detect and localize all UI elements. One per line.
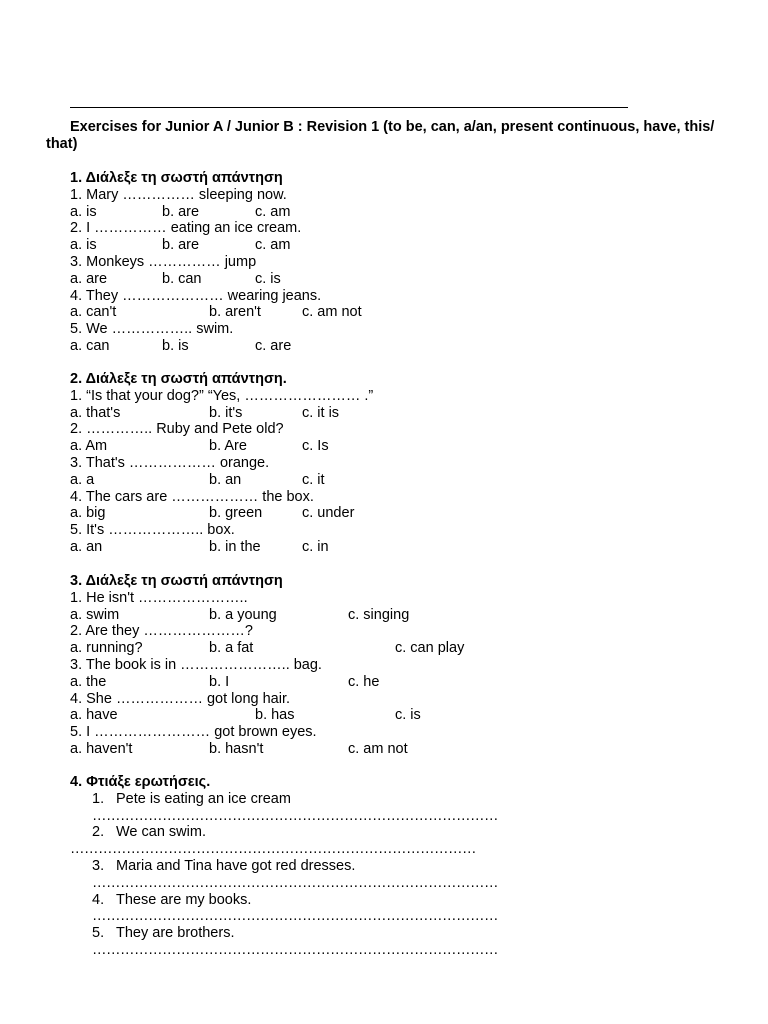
- option-a: a. is: [70, 237, 97, 254]
- option-a: a. running?: [70, 640, 143, 657]
- answer-options: [70, 640, 750, 657]
- option-b: b. are: [162, 237, 200, 254]
- question-text: 3. That's ……………… orange.: [70, 454, 270, 471]
- answer-options: [70, 741, 750, 758]
- section-2: [70, 371, 750, 556]
- option-a: a. that's: [70, 404, 121, 421]
- answer-options: [70, 338, 750, 355]
- option-c: c. he: [348, 673, 380, 690]
- question-text: 2. ………….. Ruby and Pete old?: [70, 421, 284, 438]
- option-b: b. has: [255, 707, 295, 724]
- answer-options: [70, 674, 750, 691]
- option-c: c. Is: [302, 438, 329, 455]
- question-text: 1. “Is that your dog?” “Yes, …………………… .”: [70, 387, 374, 404]
- question-text: 4. She ……………… got long hair.: [70, 690, 291, 707]
- item-text: They are brothers.: [116, 925, 235, 942]
- option-b: b. can: [162, 270, 202, 287]
- answer-line[interactable]: [70, 908, 750, 925]
- list-item: [70, 791, 750, 808]
- option-a: a. can't: [70, 304, 117, 321]
- answer-options: [70, 707, 750, 724]
- option-b: b. a young: [209, 606, 277, 623]
- option-a: a. Am: [70, 438, 108, 455]
- answer-dots: ……………………………………………………………………………: [92, 874, 498, 891]
- section-3: [70, 573, 750, 758]
- question-text: 2. Are they …………………?: [70, 623, 253, 640]
- item-text: We can swim.: [116, 824, 206, 841]
- question-text: 1. He isn't …………………..: [70, 589, 248, 606]
- answer-options: [70, 472, 750, 489]
- page-title: Exercises for Junior A / Junior B : Revision 1 (to be, can, a/an, present continuous, have, this/ that): [46, 119, 715, 152]
- section-heading: 4. Φτιάξε ερωτήσεις.: [70, 774, 211, 790]
- option-c: c. is: [395, 707, 421, 724]
- answer-options: [70, 438, 750, 455]
- option-c: c. it: [302, 471, 325, 488]
- option-c: c. singing: [348, 606, 410, 623]
- answer-options: [70, 505, 750, 522]
- question-text: 4. The cars are ……………… the box.: [70, 488, 314, 505]
- question-text: 4. They ………………… wearing jeans.: [70, 287, 322, 304]
- section-heading: 3. Διάλεξε τη σωστή απάντηση: [70, 573, 283, 589]
- option-c: c. is: [255, 270, 281, 287]
- answer-line[interactable]: [70, 875, 750, 892]
- option-c: c. in: [302, 538, 329, 555]
- item-number: 5.: [92, 925, 105, 942]
- option-c: c. it is: [302, 404, 340, 421]
- section-heading: 2. Διάλεξε τη σωστή απάντηση.: [70, 371, 287, 387]
- answer-options: [70, 237, 750, 254]
- option-a: a. are: [70, 270, 108, 287]
- option-b: b. green: [209, 505, 263, 522]
- answer-line[interactable]: [70, 841, 750, 858]
- item-text: These are my books.: [116, 891, 252, 908]
- option-b: b. aren't: [209, 304, 261, 321]
- question-text: 5. I …………………… got brown eyes.: [70, 724, 317, 741]
- item-text: Pete is eating an ice cream: [116, 790, 291, 807]
- section-1: [70, 170, 750, 355]
- option-a: a. is: [70, 203, 97, 220]
- option-b: b. Are: [209, 438, 247, 455]
- section-heading: 1. Διάλεξε τη σωστή απάντηση: [70, 170, 283, 186]
- option-c: c. can play: [395, 640, 465, 657]
- answer-line[interactable]: [70, 808, 750, 825]
- question-text: 5. It's ……………….. box.: [70, 522, 235, 539]
- option-c: c. under: [302, 505, 355, 522]
- answer-dots: ……………………………………………………………………………: [92, 941, 498, 958]
- question-text: 2. I …………… eating an ice cream.: [70, 220, 302, 237]
- answer-options: [70, 271, 750, 288]
- top-rule: [70, 107, 628, 108]
- option-b: b. hasn't: [209, 740, 264, 757]
- answer-dots: ……………………………………………………………………………: [70, 841, 476, 858]
- list-item: [70, 858, 750, 875]
- answer-options: [70, 607, 750, 624]
- option-a: a. a: [70, 471, 95, 488]
- answer-line[interactable]: [70, 942, 750, 959]
- list-item: [70, 824, 750, 841]
- option-c: c. am: [255, 237, 291, 254]
- answer-options: [70, 405, 750, 422]
- option-b: b. is: [162, 337, 189, 354]
- item-number: 1.: [92, 790, 105, 807]
- answer-options: [70, 304, 750, 321]
- option-c: c. am not: [302, 304, 362, 321]
- section-4: [70, 774, 750, 959]
- item-number: 2.: [92, 824, 105, 841]
- item-number: 3.: [92, 857, 105, 874]
- answer-dots: ……………………………………………………………………………: [92, 908, 498, 925]
- answer-options: [70, 204, 750, 221]
- option-a: a. haven't: [70, 740, 133, 757]
- option-b: b. I: [209, 673, 230, 690]
- option-b: b. an: [209, 471, 242, 488]
- option-a: a. big: [70, 505, 106, 522]
- list-item: [70, 925, 750, 942]
- answer-dots: ……………………………………………………………………………: [92, 807, 498, 824]
- question-text: 5. We …………….. swim.: [70, 321, 234, 338]
- option-a: a. the: [70, 673, 107, 690]
- option-c: c. are: [255, 337, 292, 354]
- option-a: a. an: [70, 538, 103, 555]
- list-item: [70, 892, 750, 909]
- option-c: c. am: [255, 203, 291, 220]
- question-text: 3. The book is in ………………….. bag.: [70, 656, 322, 673]
- option-b: b. it's: [209, 404, 243, 421]
- option-b: b. are: [162, 203, 200, 220]
- item-number: 4.: [92, 891, 105, 908]
- option-b: b. in the: [209, 538, 261, 555]
- option-b: b. a fat: [209, 640, 254, 657]
- answer-options: [70, 539, 750, 556]
- option-a: a. have: [70, 707, 118, 724]
- item-text: Maria and Tina have got red dresses.: [116, 857, 356, 874]
- option-c: c. am not: [348, 740, 408, 757]
- question-text: 3. Monkeys …………… jump: [70, 253, 257, 270]
- question-text: 1. Mary …………… sleeping now.: [70, 186, 287, 203]
- option-a: a. swim: [70, 606, 120, 623]
- option-a: a. can: [70, 337, 110, 354]
